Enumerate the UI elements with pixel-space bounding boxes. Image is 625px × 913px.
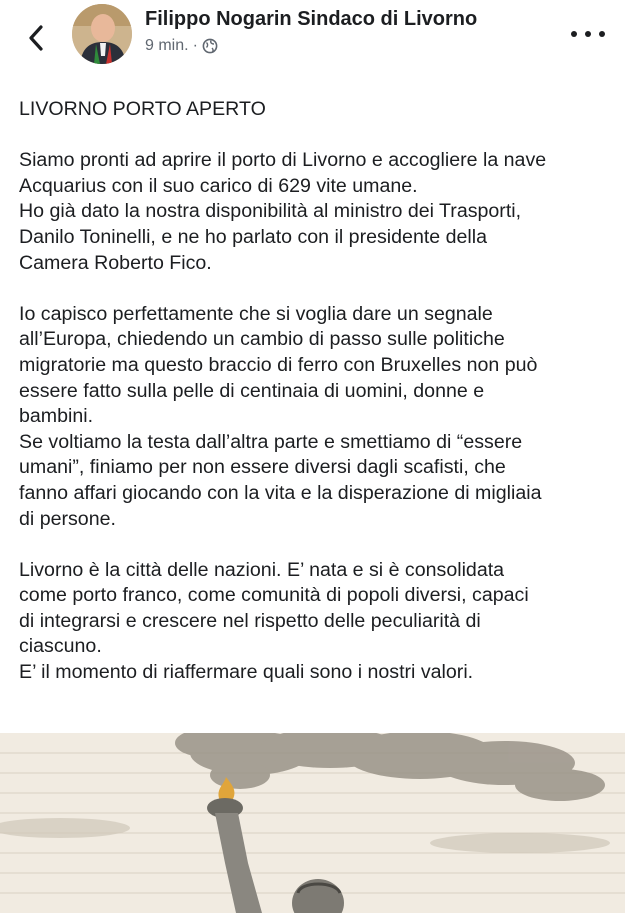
back-button[interactable] bbox=[16, 18, 56, 58]
text-line: Danilo Toninelli, e ne ho parlato con il presidente della bbox=[19, 225, 488, 248]
paragraph-3 bbox=[19, 558, 619, 686]
text-line: Io capisco perfettamente che si voglia dare un segnale bbox=[19, 302, 493, 325]
text-line: umani”, finiamo per non essere diversi dagli scafisti, che bbox=[19, 456, 506, 479]
post-meta bbox=[145, 37, 218, 55]
text-line: di integrarsi e crescere nel rispetto delle peculiarità di bbox=[19, 609, 481, 632]
text-line: Acquarius con il suo carico di 629 vite umane. bbox=[19, 174, 418, 197]
author-name[interactable]: Filippo Nogarin Sindaco di Livorno bbox=[145, 8, 478, 30]
text-line: bambini. bbox=[19, 405, 94, 428]
illustration bbox=[0, 733, 625, 913]
avatar[interactable] bbox=[72, 4, 132, 64]
globe-icon bbox=[202, 38, 218, 54]
text-line: Ho già dato la nostra disponibilità al ministro dei Trasporti, bbox=[19, 200, 522, 223]
text-line: migratorie ma questo braccio di ferro con Bruxelles non può bbox=[19, 353, 538, 376]
timestamp[interactable]: 9 min. bbox=[145, 37, 189, 54]
more-dot bbox=[585, 31, 591, 37]
post-image[interactable] bbox=[0, 733, 625, 913]
more-horizontal-icon bbox=[571, 31, 577, 37]
more-dot bbox=[599, 31, 605, 37]
text-line: essere fatto sulla pelle di centinaia di uomini, donne e bbox=[19, 379, 485, 402]
text-line: Camera Roberto Fico. bbox=[19, 251, 212, 274]
more-options-button[interactable] bbox=[571, 22, 605, 46]
text-line: fanno affari giocando con la vita e la disperazione di migliaia bbox=[19, 481, 542, 504]
paragraph-1 bbox=[19, 148, 619, 276]
avatar-image bbox=[72, 4, 132, 64]
paragraph-2 bbox=[19, 302, 619, 532]
chevron-left-icon bbox=[28, 25, 44, 51]
meta-separator: · bbox=[192, 37, 198, 54]
post-title: LIVORNO PORTO APERTO bbox=[19, 98, 266, 120]
paragraph-gap bbox=[19, 123, 619, 149]
text-line: Se voltiamo la testa dall’altra parte e smettiamo di “essere bbox=[19, 430, 523, 453]
text-line: all’Europa, chiedendo un cambio di passo sulle politiche bbox=[19, 328, 505, 351]
text-line: ciascuno. bbox=[19, 635, 102, 658]
text-line: Livorno è la città delle nazioni. E’ nata e si è consolidata bbox=[19, 558, 505, 581]
text-line: E’ il momento di riaffermare quali sono i nostri valori. bbox=[19, 661, 474, 684]
text-line: di persone. bbox=[19, 507, 116, 530]
text-line: come porto franco, come comunità di popoli diversi, capaci bbox=[19, 584, 529, 607]
paragraph-gap bbox=[19, 276, 619, 302]
post-body bbox=[19, 97, 619, 686]
text-line: Siamo pronti ad aprire il porto di Livorno e accogliere la nave bbox=[19, 149, 547, 172]
post-header bbox=[0, 0, 625, 78]
paragraph-gap bbox=[19, 532, 619, 558]
